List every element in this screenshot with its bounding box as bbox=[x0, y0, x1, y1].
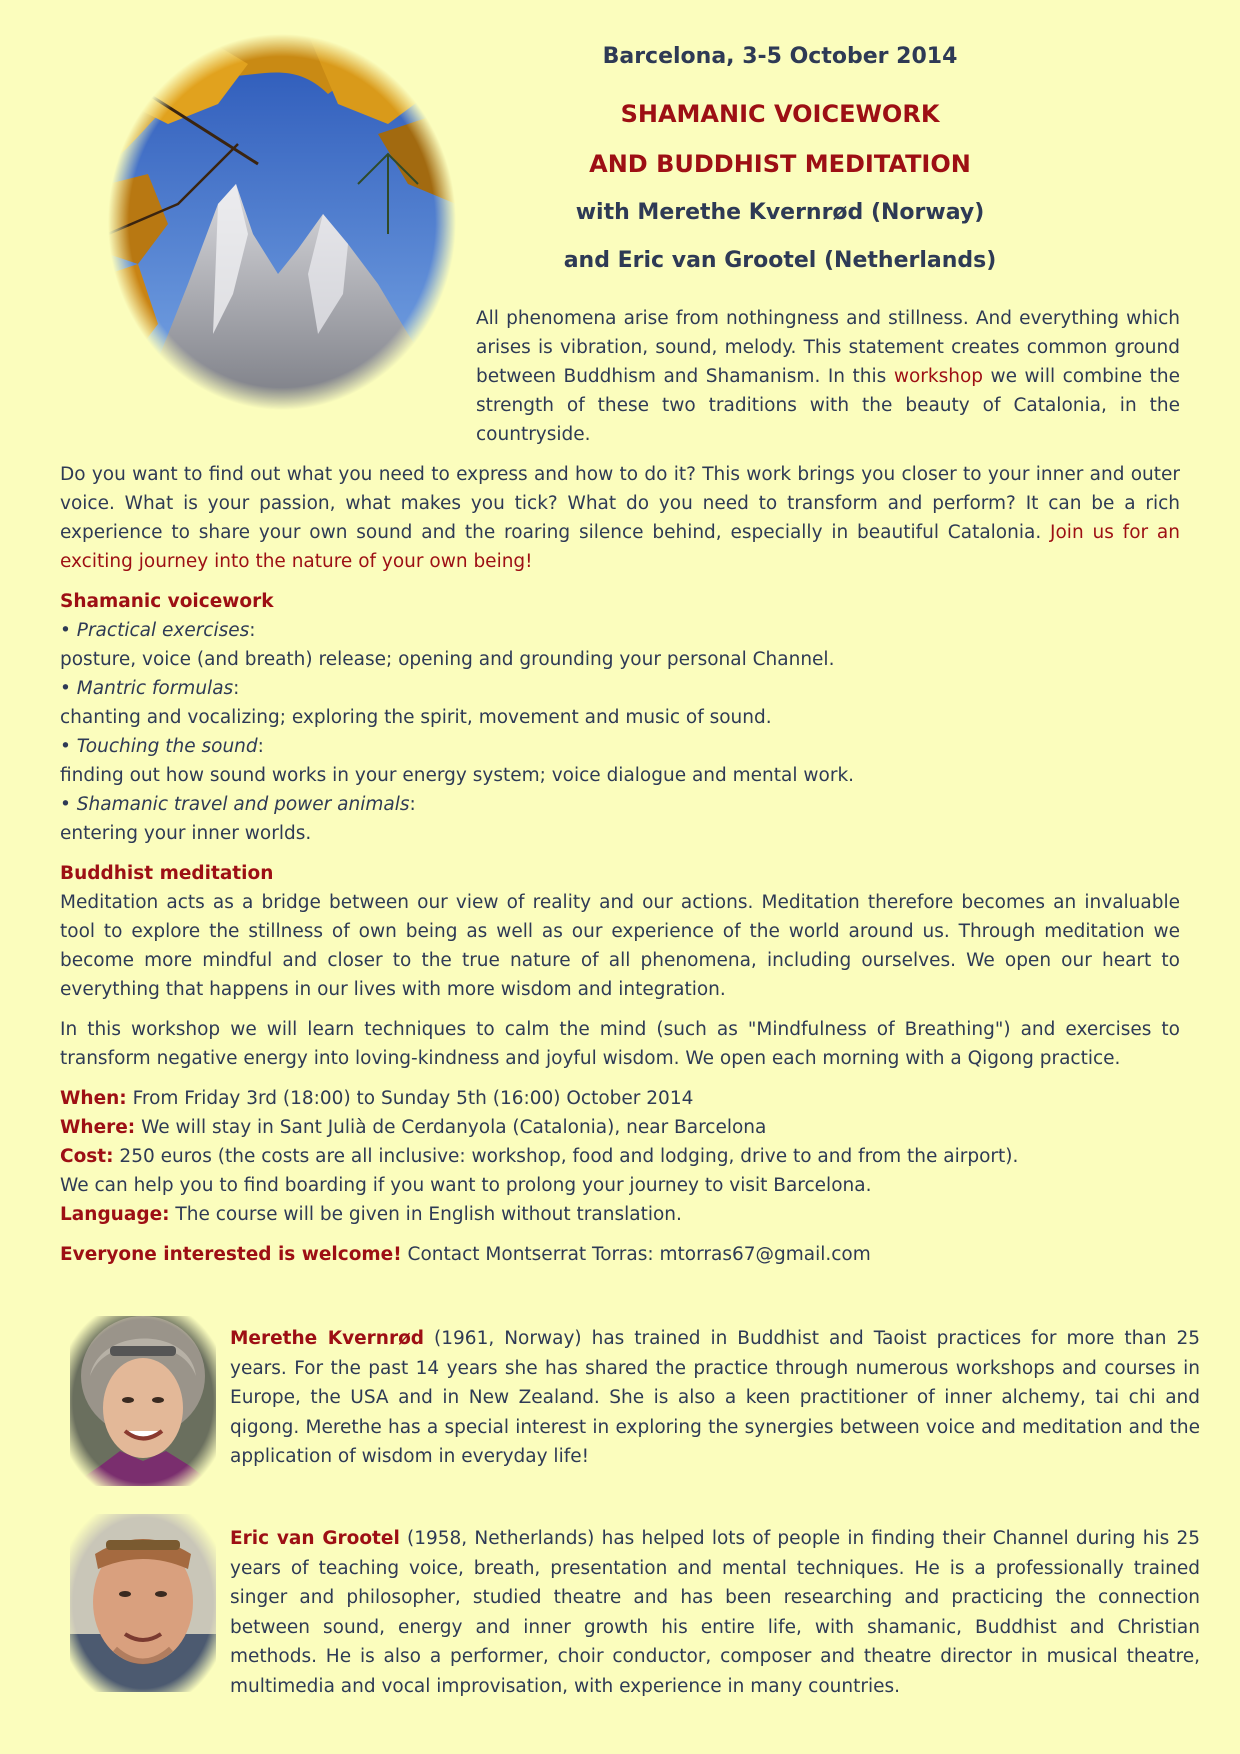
intro-paragraph: All phenomena arise from nothingness and stillness. And everything which arises is vibration, sound, melody. This statement creates common ground between Buddhism and Shamanism. In this workshop we will combine the strength of these two traditions with the beauty of Catalonia, in the countryside. bbox=[476, 308, 1180, 445]
language-value: The course will be given in English without translation. bbox=[169, 1204, 682, 1225]
eric-portrait bbox=[70, 1514, 216, 1692]
shamanic-item: • Mantric formulas: chanting and vocalizing; exploring the spirit, movement and music of sound. bbox=[60, 678, 772, 728]
boarding-note: We can help you to find boarding if you want to prolong your journey to visit Barcelona. bbox=[60, 1175, 872, 1196]
language-label: Language: bbox=[60, 1204, 170, 1225]
eric-name: Eric van Grootel bbox=[230, 1528, 400, 1549]
invitation-paragraph: Do you want to find out what you need to express and how to do it? This work brings you closer to your inner and outer voice. What is your passion, what makes you tick? What do you need to transform and perform? It can be a rich experience to share your own sound and the roaring silence behind, especially in beautiful Catalonia. Join us for an exciting journey into the nature of your own being! bbox=[60, 464, 1180, 572]
teacher-line-2: and Eric van Grootel (Netherlands) bbox=[563, 248, 997, 273]
shamanic-item: • Practical exercises: posture, voice (and breath) release; opening and grounding your personal Channel. bbox=[60, 620, 835, 670]
shamanic-item: • Touching the sound: finding out how sound works in your energy system; voice dialogue and mental work. bbox=[60, 736, 855, 786]
contact-text[interactable]: Contact Montserrat Torras: mtorras67@gmail.com bbox=[401, 1244, 871, 1265]
where-label: Where: bbox=[60, 1117, 136, 1138]
cost-value: 250 euros (the costs are all inclusive: workshop, food and lodging, drive to and from the airport). bbox=[113, 1146, 1019, 1167]
merethe-portrait bbox=[70, 1316, 216, 1486]
merethe-bio: Merethe Kvernrød (1961, Norway) has trained in Buddhist and Taoist practices for more than 25 years. For the past 14 years she has shared the practice through numerous workshops and courses in Europe, the USA and in New Zealand. She is also a keen practitioner of inner alchemy, tai chi and qigong. Merethe has a special interest in exploring the synergies between voice and meditation and the application of wisdom in everyday life! bbox=[230, 1328, 1200, 1467]
event-details bbox=[60, 1084, 1180, 1229]
when-label: When: bbox=[60, 1088, 127, 1109]
join-us-highlight: Join us for an exciting journey into the nature of your own being! bbox=[60, 522, 1180, 572]
welcome-label: Everyone interested is welcome! bbox=[60, 1244, 402, 1265]
shamanic-heading: Shamanic voicework bbox=[60, 591, 274, 612]
buddhist-paragraph-1: Meditation acts as a bridge between our view of reality and our actions. Meditation therefore becomes an invaluable tool to explore the stillness of own being as well as our experience of the world around us. Through meditation we become more mindful and closer to the true nature of all phenomena, including ourselves. We open our heart to everything that happens in our lives with more wisdom and integration. bbox=[60, 892, 1180, 1000]
workshop-highlight: workshop bbox=[893, 366, 984, 387]
title-line-1: SHAMANIC VOICEWORK bbox=[620, 100, 940, 128]
where-value: We will stay in Sant Julià de Cerdanyola (Catalonia), near Barcelona bbox=[135, 1117, 767, 1138]
cost-label: Cost: bbox=[60, 1146, 114, 1167]
eric-bio: Eric van Grootel (1958, Netherlands) has helped lots of people in finding their Channel during his 25 years of teaching voice, breath, presentation and mental techniques. He is a professionally trained singer and philosopher, studied theatre and has been researching and practicing the connection between sound, energy and inner growth his entire life, with shamanic, Buddhist and Christian methods. He is also a performer, choir conductor, composer and theatre director in musical theatre, multimedia and vocal improvisation, with experience in many countries. bbox=[230, 1528, 1200, 1697]
title-line-2: AND BUDDHIST MEDITATION bbox=[589, 150, 971, 178]
buddhist-paragraph-2: In this workshop we will learn techniques to calm the mind (such as "Mindfulness of Breathing") and exercises to transform negative energy into loving-kindness and joyful wisdom. We open each morning with a Qigong practice. bbox=[60, 1019, 1180, 1069]
buddhist-heading: Buddhist meditation bbox=[60, 863, 274, 884]
shamanic-item: • Shamanic travel and power animals: entering your inner worlds. bbox=[60, 794, 416, 844]
when-value: From Friday 3rd (18:00) to Sunday 5th (16:00) October 2014 bbox=[126, 1088, 694, 1109]
teacher-line-1: with Merethe Kvernrød (Norway) bbox=[575, 200, 985, 225]
event-date-location: Barcelona, 3-5 October 2014 bbox=[602, 44, 958, 69]
mountain-autumn-leaves-photo bbox=[108, 34, 456, 410]
merethe-name: Merethe Kvernrød bbox=[230, 1328, 425, 1349]
